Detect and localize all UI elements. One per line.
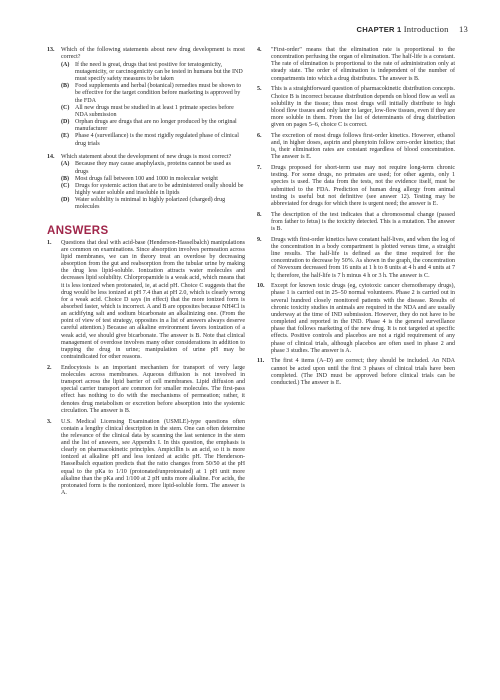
option-list bbox=[61, 161, 245, 211]
answer-number: 7. bbox=[257, 165, 262, 172]
right-column bbox=[257, 47, 455, 391]
answer-number: 8. bbox=[257, 211, 262, 218]
answer-6 bbox=[257, 133, 455, 162]
answer-text: U.S. Medical Licensing Examination (USMLE)-type questions often contain a lengthy clinical description in the stem. One can often determine the relevance of the clinical data by scanning the last sentence in the stem and the list of answers, see Appendix I. In this question, the emphasis is clearly on pharmacokinetic principles. Ampicillin is an acid, so it is more ionized at alkaline pH and less ionized at acidic pH. The Henderson-Hasselbalch equation predicts that the ratio changes from 50/50 at the pH equal to the pKa to 1/10 (protonated/unprotonated) at 1 pH unit more alkaline than the pKa and 1/100 at 2 pH units more alkaline. For acids, the protonated form is the nonionized, more lipid-soluble form. The answer is A. bbox=[61, 418, 245, 497]
chapter-title: Introduction bbox=[403, 24, 449, 34]
answer-text: "First-order" means that the elimination rate is proportional to the concentration perfusing the organ of elimination. The half-life is a constant. The rate of elimination is proportional to the rate of administration only at steady state. The order of elimination is independent of the number of compartments into which a drug distributes. The answer is B. bbox=[271, 47, 455, 82]
answer-number: 6. bbox=[257, 132, 262, 139]
answer-text: The description of the test indicates that a chromosomal change (passed from father to fetus) is the toxicity detected. This is a mutation. The answer is B. bbox=[271, 211, 455, 232]
option bbox=[61, 133, 245, 147]
question-number: 13. bbox=[47, 47, 55, 53]
answer-text: Drugs proposed for short-term use may not require long-term chronic testing. For some drugs, no primates are used; for other agents, only 1 species is used. The data from the tests, not the evidence itself, must be submitted to the FDA. Prediction of human drug allergy from animal testing is useful but not definitive (see answer 12). Testing may be abbreviated for drugs for which there is urgent need; the answer is E. bbox=[271, 165, 455, 207]
answer-text: Except for known toxic drugs (eg, cytotoxic cancer chemotherapy drugs), phase 1 is carried out in 25–50 normal volunteers. Phase 2 is carried out in several hundred closely monitored patients with the disease. Results of chronic toxicity studies in animals are required in the NDA and are usually underway at the time of IND submission. However, they do not have to be completed and reported in the IND. Phase 4 is the general surveillance phase that follows marketing of the new drug. It is not targeted at specific effects. Positive controls and placebos are not a rigid requirement of any phase of clinical trials, although placebos are often used in phase 2 and phase 3 studies. The answer is A. bbox=[271, 283, 455, 354]
option-text: Most drugs fall between 100 and 1000 in molecular weight bbox=[75, 175, 218, 182]
option bbox=[61, 197, 245, 211]
left-column bbox=[47, 47, 245, 501]
answer-text: Questions that deal with acid-base (Henderson-Hasselbalch) manipulations are common on examinations. Since absorption involves permeation across lipid membranes, we can in theory treat an overdose by decreasing absorption from the gut and reabsorption from the tubular urine by making the drug less lipid-soluble. Ionization attracts water molecules and decreases lipid solubility. Chlorpropamide is a weak acid, which means that it is less ionized when protonated, ie, at acid pH. Choice C suggests that the drug would be less ionized at pH 7.4 than at pH 2.0, which is clearly wrong for a weak acid. Choice D says (in effect) that the more ionized form is absorbed faster, which is incorrect. A and B are opposites because NH4Cl is an acidifying salt and sodium bicarbonate an alkalinizing one. (From the point of view of test strategy, opposites in a list of answers always deserve careful attention.) Because an alkaline environment favors ionization of a weak acid, we should give bicarbonate. The answer is B. Note that clinical management of overdose involves many other considerations in addition to trapping the drug in urine; manipulation of urine pH may be contraindicated for other reasons. bbox=[61, 239, 245, 361]
question-stem: Which statement about the development of new drugs is most correct? bbox=[61, 153, 232, 160]
answer-number: 2. bbox=[47, 364, 52, 371]
answers-heading: ANSWERS bbox=[47, 225, 109, 238]
option bbox=[61, 183, 245, 197]
answer-3 bbox=[47, 419, 245, 498]
question-13 bbox=[47, 47, 245, 148]
answer-number: 11. bbox=[257, 358, 265, 365]
answer-text: The first 4 items (A–D) are correct; they should be included. An NDA cannot be acted upon until the first 3 phases of clinical trials have been completed. (The IND must be approved before clinical trials can be conducted.) The answer is E. bbox=[271, 358, 455, 386]
answer-number: 10. bbox=[257, 283, 265, 290]
option-letter: (E) bbox=[61, 133, 70, 140]
option-text: Food supplements and herbal (botanical) remedies must be shown to be effective for the target condition before marketing is approved by the FDA bbox=[75, 83, 242, 104]
answer-number: 4. bbox=[257, 47, 262, 53]
chapter-label: CHAPTER 1 bbox=[356, 25, 402, 34]
option-letter: (D) bbox=[61, 119, 70, 126]
option bbox=[61, 119, 245, 133]
option-letter: (B) bbox=[61, 83, 70, 90]
answer-11 bbox=[257, 358, 455, 387]
option-text: Drugs for systemic action that are to be administered orally should be highly water soluble and insoluble in lipids bbox=[75, 182, 244, 196]
answer-text: The excretion of most drugs follows first-order kinetics. However, ethanol and, in higher doses, aspirin and phenytoin follow zero-order kinetics; that is, their elimination rates are constant regardless of blood concentration. The answer is E. bbox=[271, 132, 455, 161]
option-text: Water solubility is minimal in highly polarized (charged) drug molecules bbox=[75, 197, 226, 211]
option bbox=[61, 83, 245, 104]
option-list bbox=[61, 62, 245, 148]
option-letter: (A) bbox=[61, 61, 70, 68]
option bbox=[61, 105, 245, 119]
answer-5 bbox=[257, 86, 455, 129]
option-text: Orphan drugs are drugs that are no longer produced by the original manufacturer bbox=[75, 119, 237, 133]
question-number: 14. bbox=[47, 153, 55, 160]
option-letter: (C) bbox=[61, 104, 70, 111]
answer-text: Drugs with first-order kinetics have constant half-lives, and when the log of the concentration in a body compartment is plotted versus time, a straight line results. The half-life is defined as the time required for the concentration to decrease by 50%. As shown in the graph, the concentration of Novexum decreased from 16 units at 1 h to 8 units at 4 h and 4 units at 7 h; therefore, the half-life is 7 h minus 4 h or 3 h. The answer is C. bbox=[271, 236, 455, 279]
answer-7 bbox=[257, 165, 455, 208]
question-stem: Which of the following statements about new drug development is most correct? bbox=[61, 47, 245, 61]
answer-number: 1. bbox=[47, 239, 52, 246]
answer-number: 9. bbox=[257, 236, 262, 243]
answer-9 bbox=[257, 237, 455, 280]
answer-2 bbox=[47, 365, 245, 415]
option bbox=[61, 62, 245, 83]
answer-number: 3. bbox=[47, 418, 52, 425]
answer-8 bbox=[257, 212, 455, 233]
option-text: All new drugs must be studied in at least 1 primate species before NDA submission bbox=[75, 104, 234, 118]
option-letter: (A) bbox=[61, 161, 70, 168]
option-text: If the need is great, drugs that test positive for teratogenicity, mutagenicity, or carcinogenicity can be tested in humans but the IND must specify safety measures to be taken bbox=[75, 61, 243, 83]
answer-text: Endocytosis is an important mechanism for transport of very large molecules across membranes. Aqueous diffusion is not involved in transport across the lipid barrier of cell membranes. Lipid diffusion and special carrier transport are common for smaller molecules. The first-pass effect has nothing to do with the mechanisms of permeation; rather, it denotes drug metabolism or excretion before absorption into the systemic circulation. The answer is B. bbox=[61, 364, 245, 414]
answer-number: 5. bbox=[257, 86, 262, 93]
option bbox=[61, 176, 245, 183]
answer-text: This is a straightforward question of pharmacokinetic distribution concepts. Choice B is incorrect because distribution depends on blood flow as well as solubility in the tissue; thus most drugs will initially distribute to high blood flow tissues and only later to larger, low-flow tissues, even if they are more soluble in them. From the list of determinants of drug distribution given on pages 5–6, choice C is correct. bbox=[271, 86, 455, 129]
option-letter: (C) bbox=[61, 182, 70, 189]
answer-10 bbox=[257, 283, 455, 355]
option-text: Because they may cause anaphylaxis, proteins cannot be used as drugs bbox=[75, 161, 231, 175]
page-number: 13 bbox=[459, 24, 468, 34]
answer-4 bbox=[257, 47, 455, 83]
question-14 bbox=[47, 154, 245, 212]
page-header bbox=[357, 24, 468, 34]
option-letter: (B) bbox=[61, 175, 70, 182]
answer-1 bbox=[47, 240, 245, 362]
option bbox=[61, 161, 245, 175]
option-text: Phase 4 (surveillance) is the most rigidly regulated phase of clinical drug trials bbox=[75, 133, 239, 147]
option-letter: (D) bbox=[61, 197, 70, 204]
